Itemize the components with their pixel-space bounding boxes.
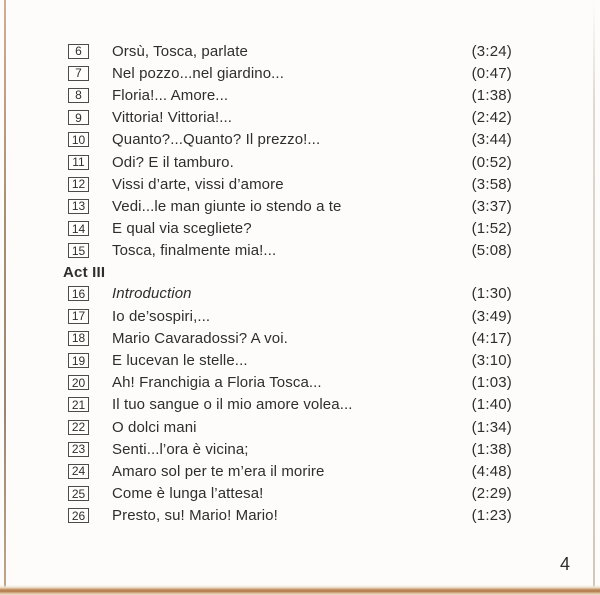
- track-row: [68, 438, 512, 460]
- track-duration: (1:03): [471, 374, 512, 392]
- page-bottom-band: [0, 585, 600, 595]
- track-duration: (0:52): [471, 153, 512, 171]
- track-title: Quanto?...Quanto? Il prezzo!...: [112, 131, 321, 149]
- track-title: Senti...l’ora è vicina;: [112, 440, 249, 458]
- track-title: Ah! Franchigia a Floria Tosca...: [112, 374, 322, 392]
- track-row: [68, 505, 512, 527]
- track-number-box: 24: [68, 464, 89, 479]
- act-heading: Act III: [63, 263, 106, 281]
- track-duration: (3:24): [471, 42, 512, 60]
- track-title: Io de’sospiri,...: [112, 307, 211, 325]
- track-number-box: 19: [68, 353, 89, 368]
- track-row: [68, 305, 512, 327]
- track-row: [68, 349, 512, 371]
- track-row: [68, 483, 512, 505]
- track-title: Come è lunga l’attesa!: [112, 485, 264, 503]
- track-row: [68, 129, 512, 151]
- track-number-box: 18: [68, 331, 89, 346]
- track-duration: (1:38): [471, 86, 512, 104]
- track-duration: (1:23): [471, 507, 512, 525]
- track-title: Tosca, finalmente mia!...: [112, 242, 277, 260]
- track-number-box: 22: [68, 420, 89, 435]
- track-number-box: 13: [68, 199, 89, 214]
- track-number-box: 20: [68, 375, 89, 390]
- track-number-box: 9: [68, 110, 89, 125]
- track-duration: (4:17): [471, 329, 512, 347]
- track-duration: (2:42): [471, 109, 512, 127]
- track-number-box: 15: [68, 243, 89, 258]
- track-duration: (2:29): [471, 485, 512, 503]
- track-number-box: 8: [68, 88, 89, 103]
- track-row: [68, 107, 512, 129]
- track-title: Presto, su! Mario! Mario!: [112, 507, 278, 525]
- track-duration: (3:10): [471, 352, 512, 370]
- track-duration: (3:58): [471, 175, 512, 193]
- track-duration: (3:37): [471, 197, 512, 215]
- track-title: Floria!... Amore...: [112, 86, 229, 104]
- track-row: [68, 416, 512, 438]
- track-number-box: 10: [68, 132, 89, 147]
- track-row: [68, 372, 512, 394]
- track-duration: (5:08): [471, 242, 512, 260]
- track-duration: (1:34): [471, 418, 512, 436]
- track-number-box: 12: [68, 177, 89, 192]
- track-duration: (4:48): [471, 462, 512, 480]
- track-title: Orsù, Tosca, parlate: [112, 42, 248, 60]
- track-title: Nel pozzo...nel giardino...: [112, 64, 284, 82]
- track-number-box: 11: [68, 155, 89, 170]
- track-title: Introduction: [112, 285, 192, 303]
- track-number-box: 25: [68, 486, 89, 501]
- track-row: [68, 62, 512, 84]
- track-title: Vittoria! Vittoria!...: [112, 109, 233, 127]
- track-number-box: 14: [68, 221, 89, 236]
- track-number-box: 21: [68, 397, 89, 412]
- track-number-box: 6: [68, 44, 89, 59]
- track-duration: (3:49): [471, 307, 512, 325]
- page-number: 4: [559, 554, 570, 574]
- track-title: Amaro sol per te m’era il morire: [112, 462, 325, 480]
- track-duration: (0:47): [471, 64, 512, 82]
- track-duration: (1:40): [471, 396, 512, 414]
- track-list: [63, 40, 512, 527]
- track-row: [68, 460, 512, 482]
- track-duration: (1:38): [471, 440, 512, 458]
- track-number-box: 17: [68, 309, 89, 324]
- track-row: [68, 40, 512, 62]
- track-number-box: 16: [68, 286, 89, 301]
- track-row: [68, 327, 512, 349]
- track-row: [68, 84, 512, 106]
- track-row: [68, 151, 512, 173]
- track-row: [68, 394, 512, 416]
- track-title: Mario Cavaradossi? A voi.: [112, 329, 288, 347]
- track-number-box: 23: [68, 442, 89, 457]
- track-title: Odi? E il tamburo.: [112, 153, 234, 171]
- track-duration: (1:52): [471, 220, 512, 238]
- track-title: E lucevan le stelle...: [112, 352, 248, 370]
- page-left-edge: [4, 0, 6, 589]
- track-number-box: 26: [68, 508, 89, 523]
- track-title: Il tuo sangue o il mio amore volea...: [112, 396, 353, 414]
- track-row: [68, 218, 512, 240]
- track-row: [68, 173, 512, 195]
- track-number-box: 7: [68, 66, 89, 81]
- track-row: [68, 240, 512, 262]
- track-row: [68, 283, 512, 305]
- track-title: O dolci mani: [112, 418, 197, 436]
- track-duration: (3:44): [471, 131, 512, 149]
- track-duration: (1:30): [471, 285, 512, 303]
- track-title: E qual via scegliete?: [112, 220, 252, 238]
- track-row: [68, 195, 512, 217]
- track-title: Vedi...le man giunte io stendo a te: [112, 197, 342, 215]
- track-title: Vissi d’arte, vissi d’amore: [112, 175, 284, 193]
- page-right-edge: [593, 0, 595, 587]
